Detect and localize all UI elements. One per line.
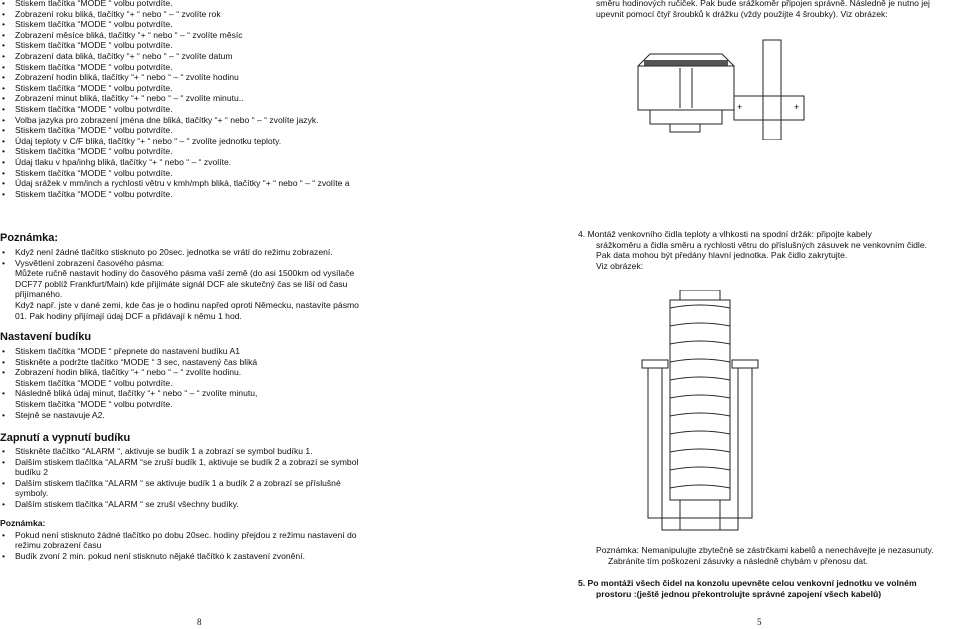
list-item xyxy=(0,346,420,357)
step-5 xyxy=(578,578,958,599)
step-line: prostoru :(ještě jednou překontrolujte správné zapojení všech kabelů) xyxy=(596,588,882,599)
note-line: Když např. jste v dané zemi, kde čas je o hodinu napřed oproti Německu, nastavíte pásmo xyxy=(15,299,359,310)
list-item xyxy=(0,478,420,499)
list-line: symboly. xyxy=(15,488,49,499)
step-line: Viz obrázek: xyxy=(596,260,644,271)
note1-item: • Když není žádné tlačítko stisknuto po 20sec. jednotka se vrátí do režimu zobrazení. xyxy=(0,247,420,258)
note1 xyxy=(0,232,420,321)
step-line: 4. Montáž venkovního čidla teploty a vlhkosti na spodní držák: připojte kabely xyxy=(578,229,872,239)
svg-text:+: + xyxy=(794,102,800,112)
list-item: • Zobrazení hodin bliká, tlačítky “+ “ nebo “ – “ zvolíte hodinu xyxy=(0,72,420,83)
step-4 xyxy=(578,229,958,271)
list-item: • Zobrazení data bliká, tlačítky “+ “ nebo “ – “ zvolíte datum xyxy=(0,51,420,62)
list-line: • Pokud není stisknuto žádné tlačítko po dobu 20sec. hodiny přejdou z režimu nastavení do xyxy=(15,529,357,540)
note-line: DCF77 poblíž Frankfurt/Main) kde přijímáte signál DCF ale skutečný čas se liší od času xyxy=(15,278,348,289)
onoff-title: Zapnutí a vypnutí budíku xyxy=(0,432,131,444)
list-item: • Stiskem tlačítka “MODE “ volbu potvrdíte. xyxy=(0,168,420,179)
note-line: Poznámka: Nemanipulujte zbytečně se zástrčkami kabelů a nenechávejte je nezasunuty. xyxy=(596,545,934,555)
settings-list xyxy=(0,0,420,199)
list-item xyxy=(0,551,420,562)
list-line: • Stiskem tlačítka “MODE “ přepnete do nastavení budíku A1 xyxy=(15,346,240,356)
list-line: Stiskem tlačítka “MODE “ volbu potvrdíte. xyxy=(15,398,173,409)
paragraph-line: směru hodinových ručiček. Pak bude srážkoměr připojen správně. Následně je nutno jej xyxy=(596,0,930,8)
list-line: režimu zobrazení času xyxy=(15,540,102,551)
list-line: budíku 2 xyxy=(15,467,48,478)
list-line: • Stiskněte tlačítko “ALARM “, aktivuje se budík 1 a zobrazí se symbol budíku 1. xyxy=(15,446,313,456)
cable-note xyxy=(596,545,960,566)
list-item xyxy=(0,457,420,478)
list-item xyxy=(0,530,420,551)
list-item: • Stiskem tlačítka “MODE “ volbu potvrdíte. xyxy=(0,83,420,94)
list-item: • Stiskem tlačítka “MODE “ volbu potvrdíte. xyxy=(0,0,420,9)
list-item: • Stiskem tlačítka “MODE “ volbu potvrdíte. xyxy=(0,62,420,73)
list-line: • Dalším stiskem tlačítka “ALARM “se zruší budík 1, aktivuje se budík 2 a zobrazí se symbol xyxy=(15,456,359,467)
list-item xyxy=(0,499,420,510)
list-item xyxy=(0,367,420,388)
step-line: Pak data mohou být předány hlavní jednotka. Pak čidlo zakrytujte. xyxy=(596,250,848,261)
note1-item xyxy=(0,258,420,322)
thermo-sensor-illustration xyxy=(640,290,800,540)
list-item: • Stiskem tlačítka “MODE “ volbu potvrdíte. xyxy=(0,19,420,30)
list-line: • Následně bliká údaj minut, tlačítky “+ “ nebo “ – “ zvolíte minutu, xyxy=(15,388,258,399)
note-line: Můžete ručně nastavit hodiny do časového pásma vaší země (do asi 1500km od vysílače xyxy=(15,268,355,279)
note-line: • Vysvětlení zobrazení časového pásma: xyxy=(15,257,165,268)
list-item: • Stiskem tlačítka “MODE “ volbu potvrdíte. xyxy=(0,125,420,136)
list-item: • Údaj srážek v mm/inch a rychlosti větru v kmh/mph bliká, tlačítky “+ “ nebo “ – “ zvolíte a xyxy=(0,178,420,189)
list-item xyxy=(0,446,420,457)
list-line: • Zobrazení hodin bliká, tlačítky “+ “ nebo “ – “ zvolíte hodinu. xyxy=(15,367,242,378)
note-line: přijímaného. xyxy=(15,289,63,300)
step-line: srážkoměru a čidla směru a rychlosti větru do příslušných zásuvek ne venkovním čidle. xyxy=(596,239,927,250)
list-item: • Stiskem tlačítka “MODE “ volbu potvrdíte. xyxy=(0,40,420,51)
list-line: • Budík zvoní 2 min. pokud není stisknuto nějaké tlačítko k zastavení zvonění. xyxy=(15,550,305,561)
list-line: • Stiskněte a podržte tlačítko “MODE “ 3 sec, nastavený čas bliká xyxy=(15,356,258,367)
list-item: • Údaj teploty v C/F bliká, tlačítky “+ “ nebo “ – “ zvolíte jednotku teploty. xyxy=(0,136,420,147)
svg-text:+: + xyxy=(737,102,743,112)
left-page xyxy=(0,0,420,561)
note1-title: Poznámka: xyxy=(0,232,59,244)
intro-text xyxy=(596,0,960,19)
rain-gauge-illustration xyxy=(630,30,820,140)
note2-title: Poznámka: xyxy=(0,518,46,528)
list-item xyxy=(0,357,420,368)
page-number-left: 8 xyxy=(197,617,202,627)
list-line: • Stejně se nastavuje A2. xyxy=(15,409,105,420)
alarm-section xyxy=(0,331,420,420)
alarm-title: Nastavení budíku xyxy=(0,331,92,343)
list-item: • Zobrazení roku bliká, tlačítky “+ “ nebo “ – “ zvolíte rok xyxy=(0,9,420,20)
list-item: • Zobrazení měsíce bliká, tlačítky “+ “ nebo “ – “ zvolíte měsíc xyxy=(0,30,420,41)
list-item: • Stiskem tlačítka “MODE “ volbu potvrdíte. xyxy=(0,146,420,157)
note-line: 01. Pak hodiny přijímají údaj DCF a přidávají k němu 1 hod. xyxy=(15,310,242,321)
list-line: Stiskem tlačítka “MODE “ volbu potvrdíte. xyxy=(15,377,173,388)
list-item: • Stiskem tlačítka “MODE “ volbu potvrdíte. xyxy=(0,104,420,115)
list-item: • Volba jazyka pro zobrazení jména dne bliká, tlačítky “+ “ nebo “ – “ zvolíte jazyk. xyxy=(0,115,420,126)
list-item: • Stiskem tlačítka “MODE “ volbu potvrdíte. xyxy=(0,189,420,200)
page-number-right: 5 xyxy=(757,617,762,627)
onoff-section xyxy=(0,432,420,510)
list-line: • Dalším stiskem tlačítka “ALARM “ se zruší všechny budíky. xyxy=(15,498,239,509)
list-item: • Údaj tlaku v hpa/inhg bliká, tlačítky “+ “ nebo “ – “ zvolíte. xyxy=(0,157,420,168)
paragraph-line: upevnit pomocí čtyř šroubků k drážku (vždy použijte 4 šroubky). Viz obrázek: xyxy=(596,8,888,19)
note2 xyxy=(0,518,420,561)
step-line: 5. Po montáži všech čidel na konzolu upevněte celou venkovní jednotku ve volném xyxy=(578,578,917,588)
list-item: • Zobrazení minut bliká, tlačítky “+ “ nebo “ – “ zvolíte minutu.. xyxy=(0,93,420,104)
list-item xyxy=(0,388,420,409)
note-line: Zabráníte tím poškození zásuvky a následně chybám v přenosu dat. xyxy=(608,555,868,566)
list-item xyxy=(0,410,420,421)
list-line: • Dalším stiskem tlačítka “ALARM “ se aktivuje budík 1 a budík 2 a zobrazí se příslušné xyxy=(15,477,341,488)
